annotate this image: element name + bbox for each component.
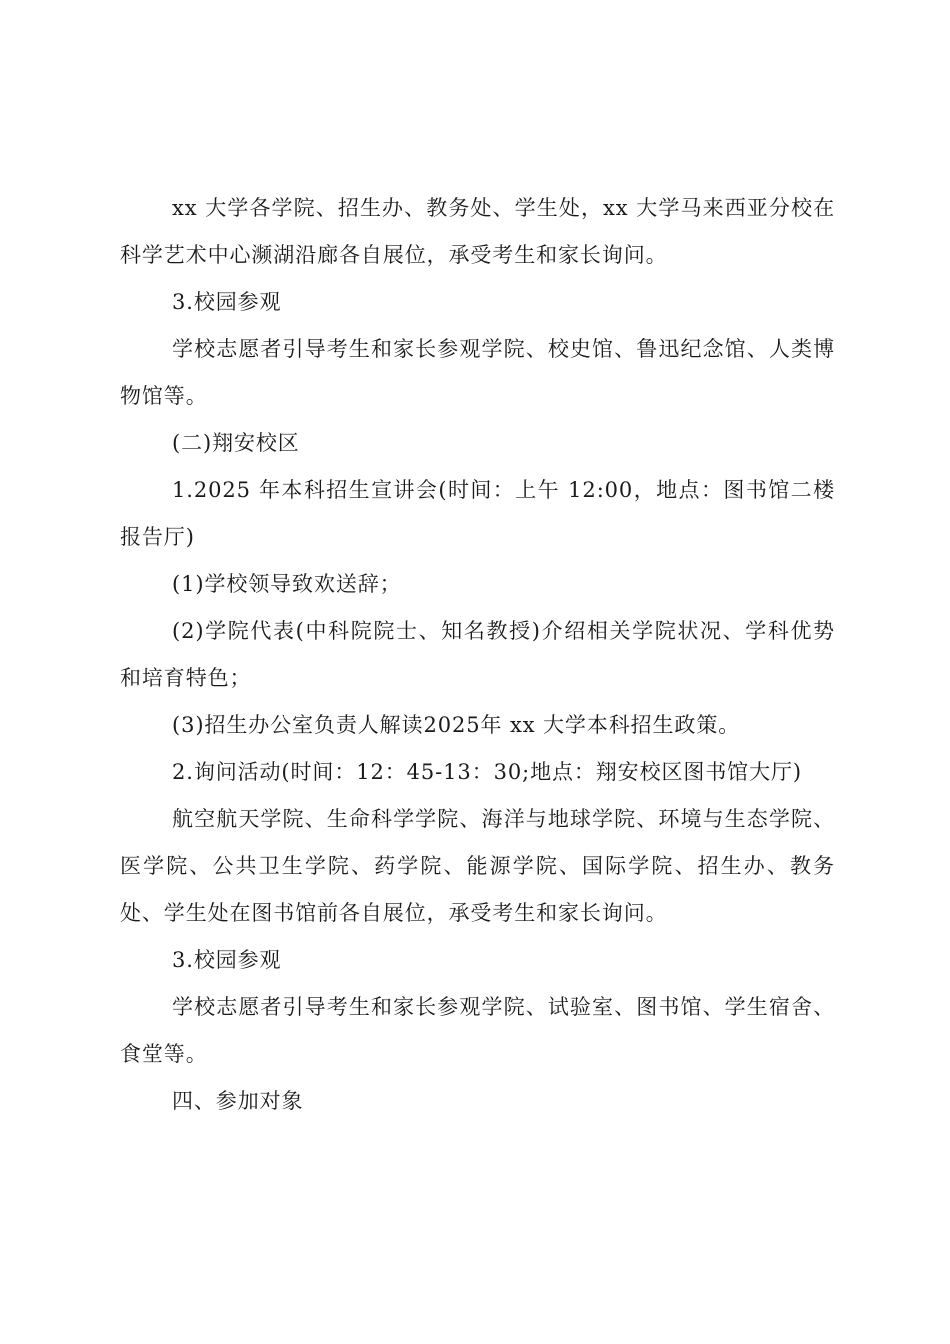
list-item-welcome-speech: (1)学校领导致欢送辞； bbox=[172, 572, 402, 596]
heading-participants: 四、参加对象 bbox=[172, 1089, 304, 1113]
heading-admission-briefing: 1.2025 年本科招生宣讲会(时间：上午 12:00，地点：图书馆二楼报告厅) bbox=[120, 478, 835, 549]
heading-xiangan-campus: (二)翔安校区 bbox=[172, 431, 300, 455]
paragraph-campus-tour-2: 学校志愿者引导考生和家长参观学院、试验室、图书馆、学生宿舍、食堂等。 bbox=[120, 995, 835, 1066]
heading-campus-tour-1: 3.校园参观 bbox=[172, 290, 282, 314]
heading-campus-tour-2: 3.校园参观 bbox=[172, 948, 282, 972]
paragraph-campus-tour-1: 学校志愿者引导考生和家长参观学院、校史馆、鲁迅纪念馆、人类博物馆等。 bbox=[120, 337, 835, 408]
document-body bbox=[120, 185, 835, 1125]
heading-consultation: 2.询问活动(时间：12：45-13：30;地点：翔安校区图书馆大厅) bbox=[172, 760, 802, 784]
list-item-college-intro: (2)学院代表(中科院院士、知名教授)介绍相关学院状况、学科优势和培育特色； bbox=[120, 619, 835, 690]
list-item-policy-interpretation: (3)招生办公室负责人解读2025年 xx 大学本科招生政策。 bbox=[172, 713, 741, 737]
paragraph-consultation-booths: 航空航天学院、生命科学学院、海洋与地球学院、环境与生态学院、医学院、公共卫生学院、药学院、能源学院、国际学院、招生办、教务处、学生处在图书馆前各自展位，承受考生和家长询问。 bbox=[120, 807, 835, 925]
paragraph-exhibition-booths: xx 大学各学院、招生办、教务处、学生处，xx 大学马来西亚分校在科学艺术中心濒湖沿廊各自展位，承受考生和家长询问。 bbox=[120, 196, 835, 267]
